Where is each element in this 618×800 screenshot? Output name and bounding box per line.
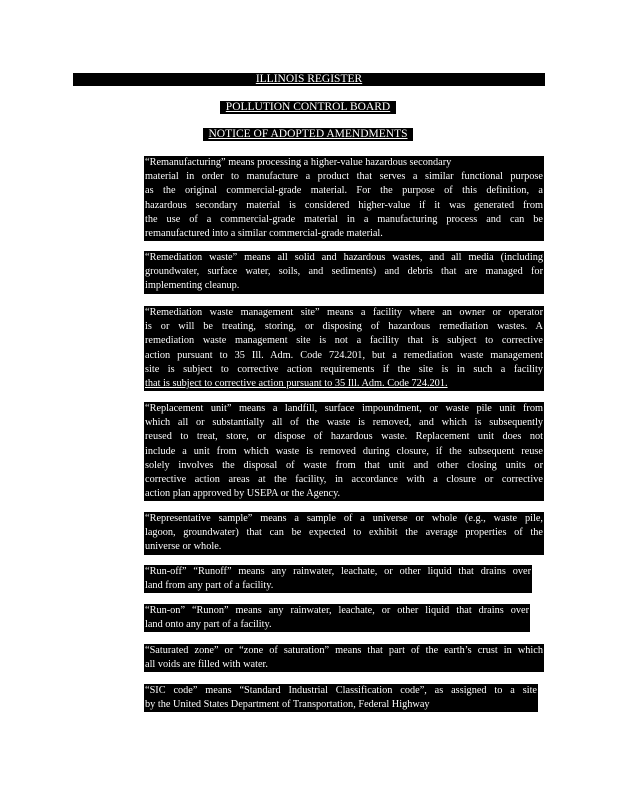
text-line: “Run-on” “Runon” means any rainwater, leachate, or other liquid that drains over [145, 605, 529, 616]
text-line: “Representative sample” means a sample of a universe or whole (e.g., waste pile, [145, 513, 543, 524]
text-line: reused to treat, store, or dispose of hazardous waste. Replacement unit does not [145, 431, 543, 443]
text-line: site is subject to corrective action requirements if the site is in such a facility [145, 363, 543, 375]
text-line: hazardous secondary material is considered higher-value if it was generated from [145, 199, 543, 211]
text-line: which all or substantially all of the waste is removed, and which is subsequently [145, 417, 543, 429]
text-line: as the original commercial-grade material. For the purpose of this definition, a [145, 185, 543, 197]
text-line: “Saturated zone” or “zone of saturation” means that part of the earth’s crust in which [145, 645, 543, 656]
text-line: “Remediation waste” means all solid and hazardous wastes, and all media (including [145, 252, 543, 263]
text-line: solely involves the disposal of waste from that unit and other closing units or [145, 459, 543, 471]
text-line: “SIC code” means “Standard Industrial Classification code”, as assigned to a site [145, 685, 537, 696]
text-line: include a unit from which waste is removed during closure, if the subsequent reuse [145, 445, 543, 457]
text-line: lagoon, groundwater) that can be expected to exhibit the average properties of the [145, 527, 543, 539]
definition-remediation-waste-management-site [144, 306, 544, 391]
text-line: remanufactured into a similar commercial-grade material. [145, 227, 383, 239]
definition-saturated-zone [144, 644, 544, 672]
text-line: remediation waste management site is not a facility that is subject to corrective [145, 335, 543, 347]
text-line: “Remediation waste management site” means a facility where an owner or operator [145, 307, 543, 318]
text-line: the use of a commercial-grade material in a manufacturing process and can be [145, 213, 543, 225]
text-line: “Remanufacturing” means processing a higher-value hazardous secondary [145, 157, 452, 168]
definition-replacement-unit [144, 402, 544, 501]
text-line: is or will be treating, storing, or disposing of hazardous remediation wastes. A [145, 321, 543, 333]
definition-run-off [144, 565, 532, 593]
text-line: land onto any part of a facility. [145, 619, 272, 631]
text-line: all voids are filled with water. [145, 659, 268, 671]
text-line: “Replacement unit” means a landfill, surface impoundment, or waste pile unit from [145, 403, 543, 414]
text-line: corrective action areas at the facility, in accordance with a closure or corrective [145, 473, 543, 485]
definition-run-on [144, 604, 530, 632]
text-line: land from any part of a facility. [145, 580, 274, 592]
register-title: ILLINOIS REGISTER [255, 73, 363, 85]
text-line: action plan approved by USEPA or the Agency. [145, 488, 341, 500]
text-line: groundwater, surface water, soils, and sediments) and debris that are managed for [145, 266, 543, 278]
definition-representative-sample [144, 512, 544, 555]
text-line: universe or whole. [145, 541, 222, 553]
text-line: material in order to manufacture a product that serves a similar functional purpose [145, 171, 543, 183]
text-line: action pursuant to 35 Ill. Adm. Code 724.201, but a remediation waste management [145, 349, 543, 361]
board-title: POLLUTION CONTROL BOARD [220, 101, 396, 114]
definition-remanufacturing [144, 156, 544, 241]
text-line: implementing cleanup. [145, 280, 240, 292]
text-line: by the United States Department of Transportation, Federal Highway [145, 699, 430, 711]
text-line: that is subject to corrective action pursuant to 35 Ill. Adm. Code 724.201. [145, 377, 448, 389]
notice-title: NOTICE OF ADOPTED AMENDMENTS [203, 128, 413, 141]
text-line: “Run-off” “Runoff” means any rainwater, leachate, or other liquid that drains over [145, 566, 531, 577]
definition-remediation-waste [144, 251, 544, 294]
definition-sic-code [144, 684, 538, 712]
